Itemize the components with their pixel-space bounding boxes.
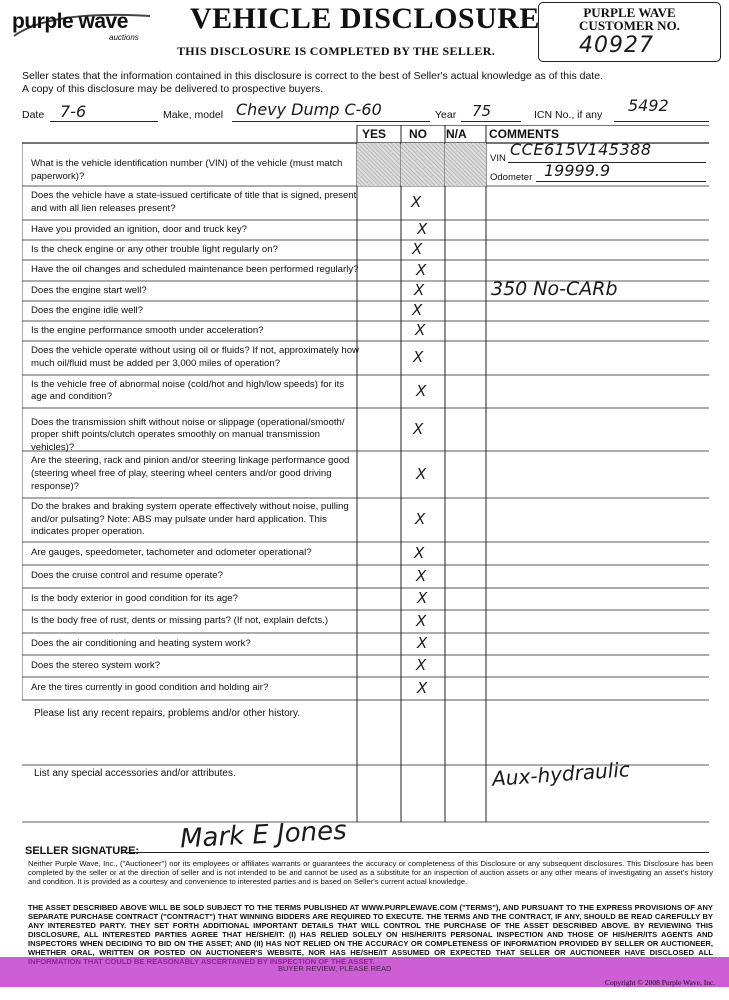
answer-no-cell[interactable] bbox=[401, 301, 445, 321]
question-text: Does the vehicle have a state-issued certificate of title that is signed, present and with all lien releases present? bbox=[31, 190, 357, 214]
make-model-value: Chevy Dump C-60 bbox=[236, 100, 382, 119]
no-checkmark: X bbox=[415, 321, 426, 339]
customer-label-line1: PURPLE WAVE bbox=[583, 5, 676, 20]
intro-line-1: Seller states that the information contained in this disclosure is correct to the best of Seller's actual knowledge as of this date. bbox=[22, 70, 603, 82]
no-checkmark: X bbox=[416, 381, 427, 400]
no-checkmark: X bbox=[417, 589, 428, 607]
logo-subtitle: auctions bbox=[109, 33, 139, 42]
question-text: Does the transmission shift without noise or slippage (operational/smooth/ proper shift points/clutch operates smoothly on manual transmission vehicles)? bbox=[31, 416, 345, 454]
vin-label: VIN bbox=[490, 153, 506, 164]
column-header-comments: COMMENTS bbox=[489, 127, 559, 141]
no-checkmark: X bbox=[414, 543, 425, 562]
question-text: Do the brakes and braking system operate effectively without noise, pulling and/or pulsating? Note: ABS may pulsate under hard application. This indicates proper operation. bbox=[31, 500, 349, 538]
comment-value: 350 No-CARb bbox=[491, 278, 618, 300]
question-text: Does the air conditioning and heating system work? bbox=[31, 637, 251, 649]
question-text: Is the body free of rust, dents or missing parts? (If not, explain defcts.) bbox=[31, 615, 329, 627]
icn-value: 5492 bbox=[628, 96, 669, 115]
odometer-label: Odometer bbox=[490, 172, 533, 183]
no-checkmark: X bbox=[415, 510, 426, 528]
copyright: Copyright © 2008 Purple Wave, Inc. bbox=[605, 978, 716, 987]
customer-number[interactable]: 40927 bbox=[579, 33, 654, 58]
question-text: Have the oil changes and scheduled maintenance been performed regularly? bbox=[31, 264, 359, 276]
question-text: Are gauges, speedometer, tachometer and odometer operational? bbox=[31, 547, 312, 559]
page-title: VEHICLE DISCLOSURE bbox=[190, 2, 540, 35]
question-text: Have you provided an ignition, door and truck key? bbox=[31, 223, 247, 235]
year-label: Year bbox=[435, 109, 457, 121]
answer-no-cell[interactable] bbox=[401, 240, 445, 260]
na-cell-shaded bbox=[445, 143, 486, 186]
terms-text: THE ASSET DESCRIBED ABOVE WILL BE SOLD SUBJECT TO THE TERMS PUBLISHED AT WWW.PURPLEWAVE.COM ("TERMS"), AND PURSUANT TO THE EXPRESS PROVISIONS OF ANY SEPARATE PURCHASE CONTRACT ("CONTRACT") THAT WINNING BIDDERS ARE REQUIRED TO EXECUTE. THE TERMS AND THE CONTRACT, IF ANY, SHOULD BE READ CAREFULLY BY ANY INTERESTED PARTY. THEY SET FORTH ADDITIONAL IMPORTANT DETAILS THAT WILL CONTROL THE PURCHASE OF THE ASSET DESCRIBED ABOVE. BY REVIEWING THIS DISCLOSURE, ALL INTERESTED PARTIES AGREE THAT HE/SHE/IT: (I) HAS RELIED SOLELY ON HIS/HER/ITS PERSONAL INSPECTION AND THOSE OF HIS/HER/ITS AGENTS AND INSPECTORS WHEN DECIDING TO BID ON THE ASSET; AND (II) HAS NOT RELIED ON THE ACCURACY OR COMPLETENESS OF INFORMATION PROVIDED BY SELLER OR AUCTIONEER, WHETHER ORAL, WRITTEN OR POSTED ON AUCTIONEER'S WEBSITE, NOR HAS HE/SHE/IT ASSUMED OR EXPECTED THAT SELLER OR AUCTIONEER HAVE DISCLOSED ALL bbox=[28, 903, 713, 957]
no-checkmark: X bbox=[416, 566, 427, 585]
vin-value: CCE615V145388 bbox=[510, 140, 652, 159]
column-header-yes: YES bbox=[362, 127, 387, 141]
answer-no-cell[interactable] bbox=[401, 186, 445, 220]
page-subtitle: THIS DISCLOSURE IS COMPLETED BY THE SELLER. bbox=[177, 44, 495, 58]
column-header-no: NO bbox=[409, 127, 427, 141]
customer-label-line2: CUSTOMER NO. bbox=[579, 18, 680, 33]
no-checkmark: X bbox=[416, 464, 427, 483]
question-text: Is the engine performance smooth under acceleration? bbox=[31, 324, 264, 336]
icn-label: ICN No., if any bbox=[534, 109, 603, 121]
no-checkmark: X bbox=[412, 301, 423, 319]
yes-cell-shaded bbox=[357, 143, 400, 186]
question-text: Is the check engine or any other trouble light regularly on? bbox=[31, 243, 278, 255]
question-text: Does the engine start well? bbox=[31, 284, 147, 296]
seller-signature: Mark E Jones bbox=[179, 815, 348, 855]
answer-no-cell[interactable] bbox=[401, 143, 445, 186]
make-model-label: Make, model bbox=[163, 109, 224, 121]
no-checkmark: X bbox=[414, 281, 425, 299]
odometer-value: 19999.9 bbox=[544, 161, 611, 180]
year-value: 75 bbox=[472, 102, 492, 120]
no-checkmark: X bbox=[416, 260, 427, 279]
question-text: Are the tires currently in good condition and holding air? bbox=[31, 682, 269, 694]
no-checkmark: X bbox=[411, 193, 422, 211]
date-value: 7-6 bbox=[60, 102, 87, 121]
band-text: BUYER REVIEW, PLEASE READ bbox=[278, 964, 392, 973]
question-text: Does the stereo system work? bbox=[31, 659, 161, 671]
question-text: Is the body exterior in good condition for its age? bbox=[31, 592, 238, 604]
logo-name: purple wave bbox=[12, 10, 128, 33]
intro-line-2: A copy of this disclosure may be delivered to prospective buyers. bbox=[22, 83, 324, 95]
no-checkmark: X bbox=[416, 611, 427, 630]
customer-number-box bbox=[538, 2, 721, 62]
question-text: Does the cruise control and resume operate? bbox=[31, 570, 223, 582]
seller-signature-label: SELLER SIGNATURE: bbox=[25, 845, 140, 857]
question-text: Does the engine idle well? bbox=[31, 304, 144, 316]
repairs-label: Please list any recent repairs, problems and/or other history. bbox=[34, 708, 301, 719]
accessories-label: List any special accessories and/or attributes. bbox=[34, 768, 236, 779]
date-label: Date bbox=[22, 109, 45, 121]
disclaimer-text: Neither Purple Wave, Inc., ("Auctioneer") nor its employees or affiliates warrants or guarantees the accuracy or completeness of this Disclosure or any subsequent disclosures. This Disclosure has been completed by the seller or at the direction of seller and is not intended to be and cannot be used as a substitute for an inspection of auction assets or any other means of investigating an asset's history and condition. It is provided as a courtesy and convenience to interested parties and is based on Seller's current actual knowledge. bbox=[28, 859, 713, 886]
question-text: What is the vehicle identification number (VIN) of the vehicle (must match paperwork)? bbox=[31, 158, 343, 182]
question-text: Are the steering, rack and pinion and/or steering linkage performance good (steering wheel free of play, steering wheel centers and/or good driving response)? bbox=[31, 455, 350, 492]
no-checkmark: X bbox=[417, 220, 428, 238]
no-checkmark: X bbox=[413, 419, 424, 438]
no-checkmark: X bbox=[412, 240, 423, 258]
column-header-na: N/A bbox=[446, 127, 467, 141]
question-text: Does the vehicle operate without using oil or fluids? If not, approximately how much oil/fluid must be added per 3,000 miles of operation? bbox=[31, 345, 359, 369]
no-checkmark: X bbox=[417, 634, 428, 652]
no-checkmark: X bbox=[417, 678, 428, 697]
no-checkmark: X bbox=[413, 348, 424, 366]
question-text: Is the vehicle free of abnormal noise (cold/hot and high/low speeds) for its age and condition? bbox=[31, 378, 345, 403]
accessories-value: Aux-hydraulic bbox=[491, 757, 631, 791]
no-checkmark: X bbox=[416, 656, 427, 674]
